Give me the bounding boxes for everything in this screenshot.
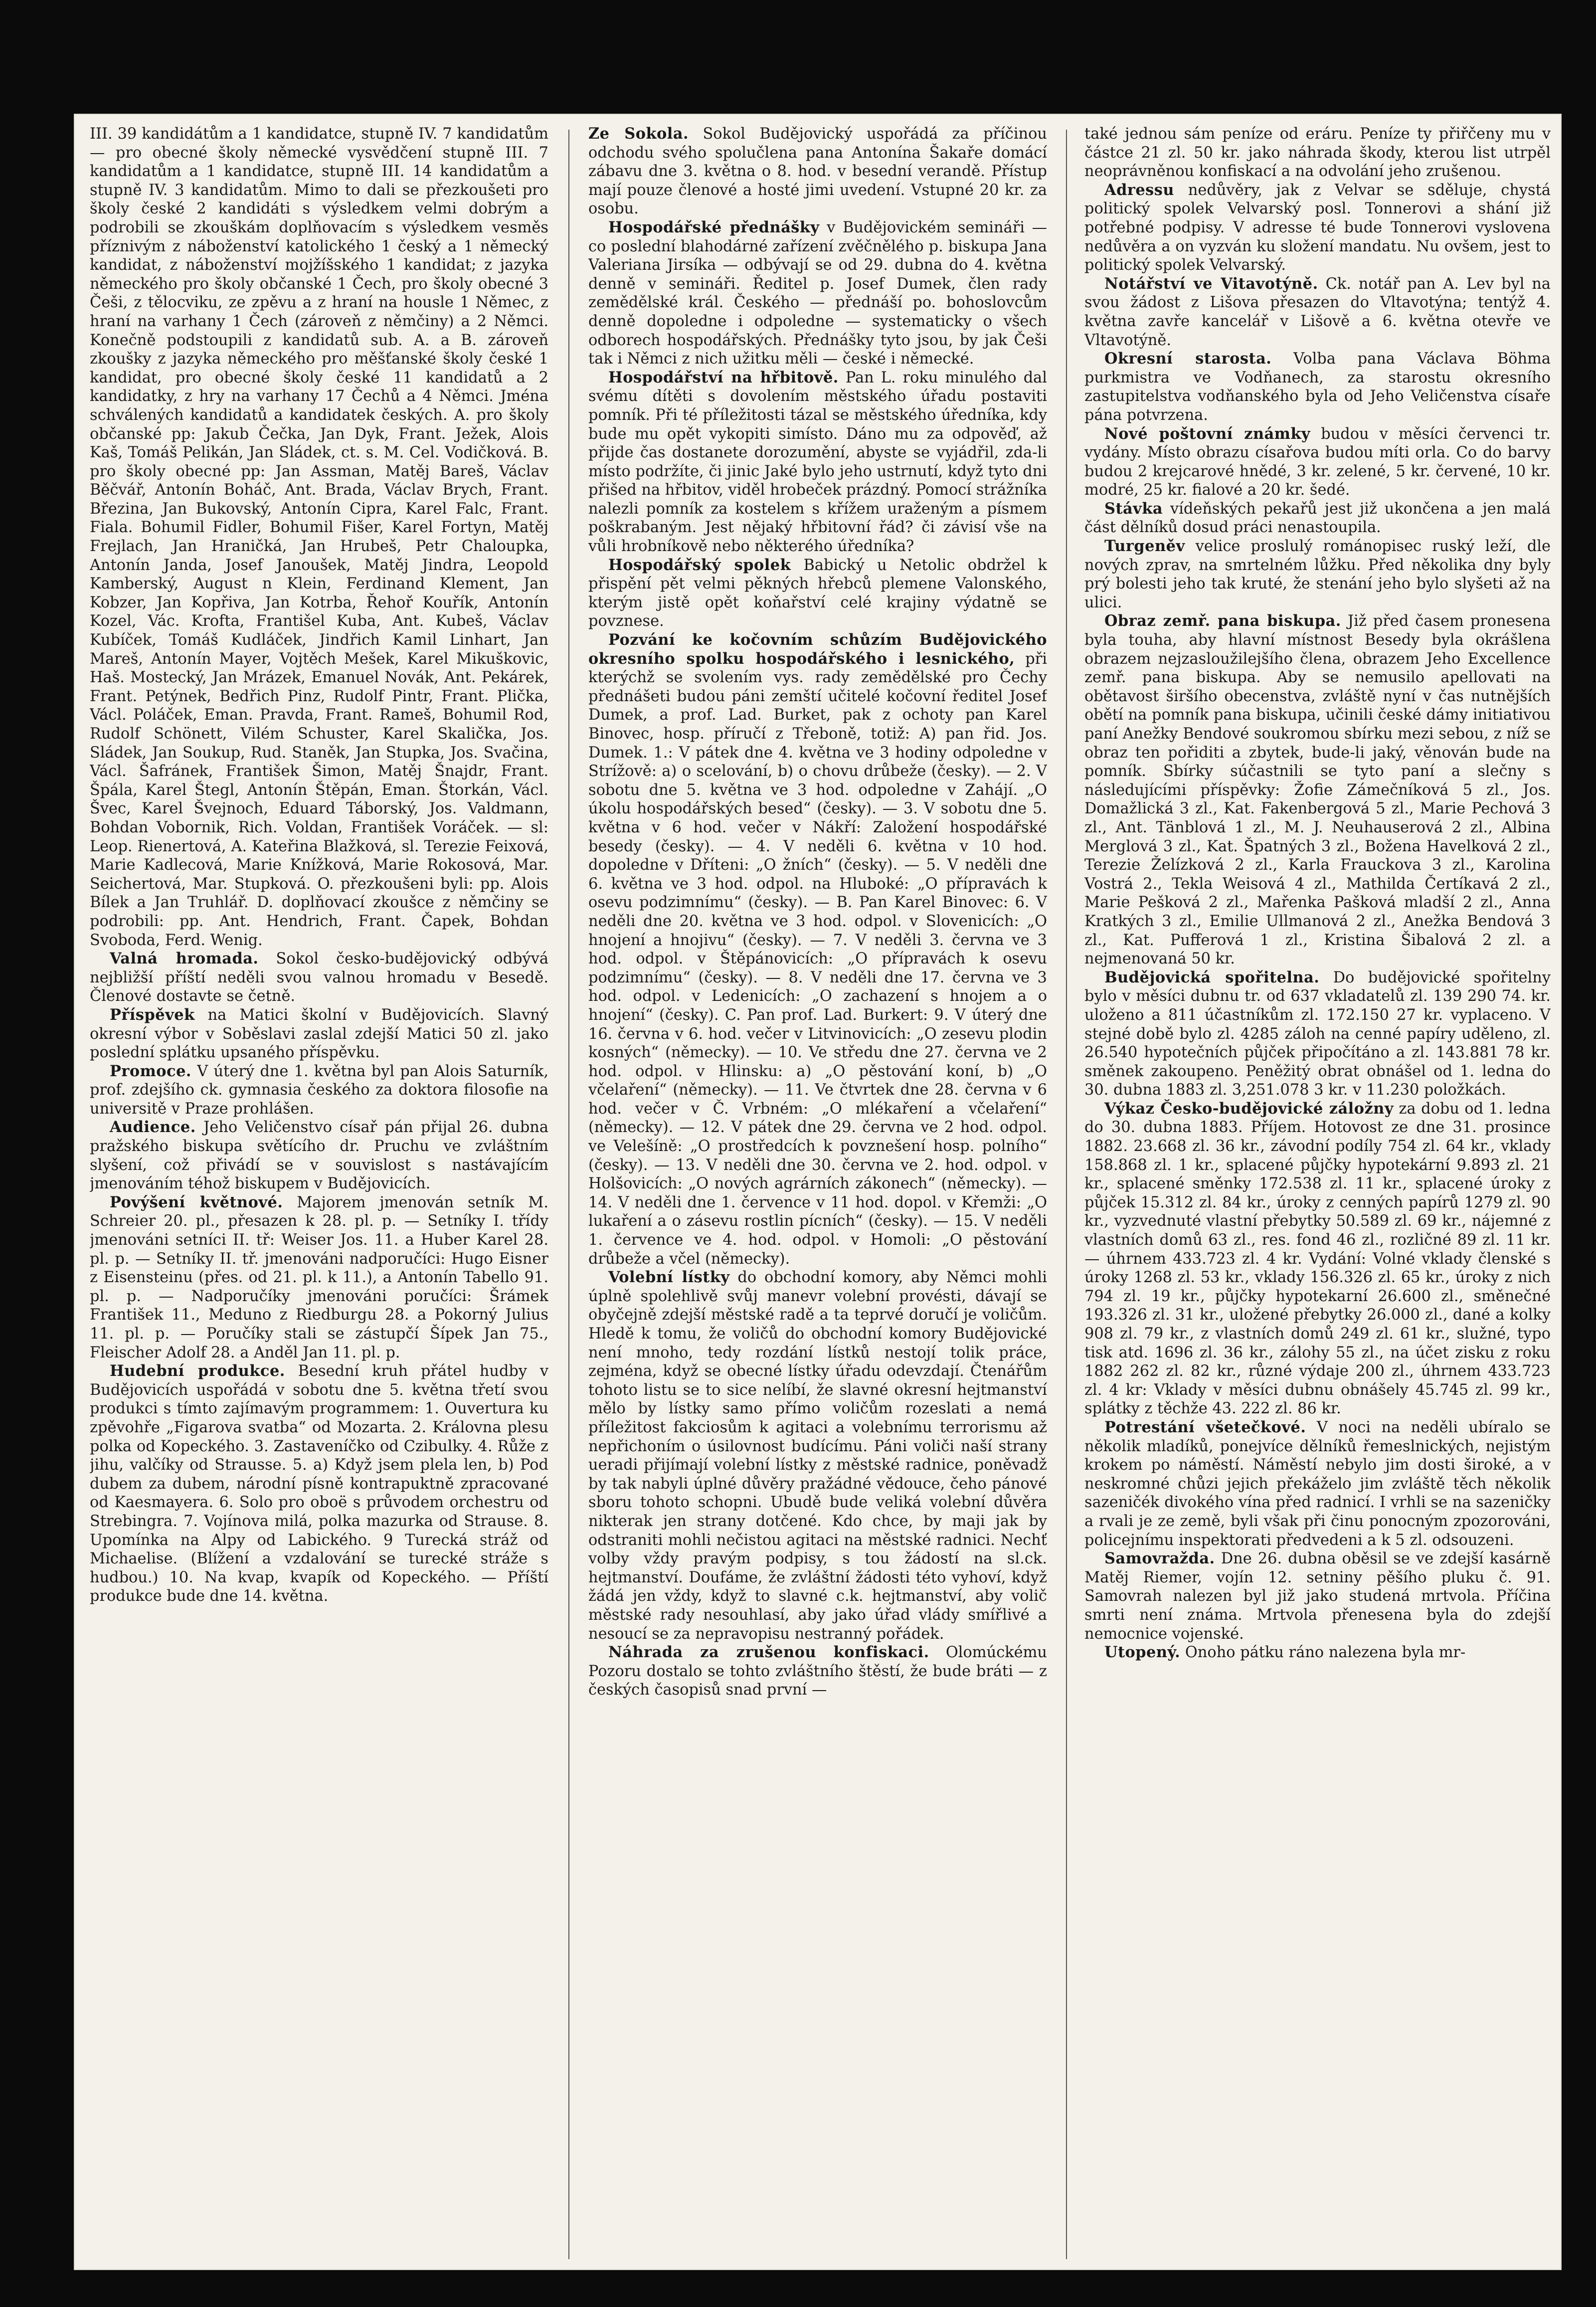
article-heading: Hudební produkce. <box>110 1362 285 1380</box>
article-text: Již před časem pronesena byla touha, aby hlavní místnost Besedy byla okrášlena obrazem nejzasloužilejšího člena, obrazem Jeho Excellence zemř. pana biskupa. Aby se nemusilo apellovati na obětavost širšího obecenstva, zvláště nyní v čas nutnějších obětí na pomník pana biskupa, učinili české dámy initiativou paní Anežky Bendové soukromou sbírku mezi sebou, z níž se obraz ten pořiditi a zbytek, bude-li jaký, věnován bude na pomník. Sbírky súčastnili se tyto paní a slečny s následujícími příspěvky: Žofie Zámečníková 5 zl., Jos. Domažlická 3 zl., Kat. Fakenbergová 5 zl., Marie Pechová 3 zl., Ant. Tänblová 1 zl., M. J. Neuhauserová 2 zl., Albina Merglová 3 zl., Kat. Špatných 3 zl., Božena Havelková 2 zl., Terezie Želízková 2 zl., Karla Frauckova 3 zl., Karolina Vostrá 2., Tekla Weisová 4 zl., Mathilda Čertíkavá 2 zl., Marie Pešková 2 zl., Mařenka Pašková mladší 2 zl., Anna Kratkých 3 zl., Emilie Ullmanová 2 zl., Anežka Bendová 3 zl., Kat. Pufferová 1 zl., Kristina Šibalová 2 zl. a nejmenovaná 50 kr. <box>1084 612 1551 968</box>
article-text: budou v měsíci červenci tr. vydány. Místo obrazu císařova budou míti orla. Co do barvy budou 2 krejcarové hnědé, 3 kr. zelené, 5 kr. červené, 10 kr. modré, 25 kr. fialové a 20 kr. šedé. <box>1084 425 1551 499</box>
article-paragraph <box>588 369 1047 556</box>
article-text: Sokol Budějovický uspořádá za příčinou odchodu svého spolučlena pana Antonína Šakaře domácí zábavu dne 3. května o 8. hod. v besední verandě. Přístup mají pouze členové a hosté jimi uvedení. Vstupné 20 kr. za osobu. <box>588 125 1047 218</box>
article-paragraph <box>1084 1100 1551 1418</box>
column-2 <box>588 125 1047 2264</box>
article-text: Olomúckému Pozoru dostalo se tohto zvláštního štěstí, že bude bráti — z českých časopisů snad první — <box>588 1644 1047 1699</box>
article-paragraph <box>90 1362 548 1606</box>
article-heading: Hospodářství na hřbitově. <box>608 368 839 386</box>
article-text: na Matici školní v Budějovicích. Slavný okresní výbor v Soběslavi zaslal zdejší Matici 50 zl. jako poslední splátku upsaného příspěvku. <box>90 1006 548 1062</box>
article-text: také jednou sám peníze od eráru. Peníze ty přiřčeny mu v částce 21 zl. 50 kr. jako náhrada škody, kterou list utrpěl neoprávněnou konfiskací a na odvolání jeho zrušenou. <box>1084 125 1551 181</box>
article-heading: Stávka <box>1104 499 1163 518</box>
article-heading: Nové poštovní známky <box>1104 424 1311 443</box>
article-heading: Obraz zemř. pana biskupa. <box>1104 612 1341 630</box>
article-heading: Hospodářské přednášky <box>608 218 820 236</box>
article-paragraph <box>1084 125 1551 181</box>
article-text: Dne 26. dubna oběsil se ve zdejší kasárně Matěj Riemer, vojín 12. setniny pěšího pluku č. 91. Samovrah nalezen byl již jako studená mrtvola. Příčina smrti není známa. Mrtvola přenesena byla do zdejší nemocnice vojenské. <box>1084 1550 1551 1643</box>
article-paragraph <box>588 125 1047 218</box>
article-text: vídeňských pekařů jest již ukončena a jen malá část dělníků dosud práci nenastoupila. <box>1084 500 1551 537</box>
article-heading: Příspěvek <box>110 1005 195 1024</box>
article-text: Ck. notář pan A. Lev byl na svou žádost z Lišova přesazen do Vltavotýna; tentýž 4. května zavře kancelář v Lišově a 6. května otevře ve Vltavotýně. <box>1084 275 1551 349</box>
article-heading: Hospodářský spolek <box>608 556 791 574</box>
article-paragraph <box>588 556 1047 631</box>
article-heading: Notářství ve Vitavotýně. <box>1104 274 1318 293</box>
article-paragraph <box>1084 500 1551 537</box>
article-text: Jeho Veličenstvo císař pán přijal 26. dubna pražského biskupa světícího dr. Pruchu ve zvláštním slyšení, což přivádí se v souvislost s nastávajícím jmenováním téhož biskupem v Budějovicích. <box>90 1119 548 1193</box>
article-paragraph <box>1084 537 1551 612</box>
article-paragraph <box>90 1193 548 1362</box>
article-heading: Promoce. <box>110 1062 191 1080</box>
newspaper-page <box>75 115 1561 2269</box>
article-text: V noci na neděli ubíralo se několik mladíků, ponejvíce dělníků řemeslnických, nejistým krokem po náměstí. Náměstí nebylo jim dosti široké, a v neskromné chůzi jejich překáželo jim zvláště těch několik sazeničék divokého vína před radnicí. I vrhli se na sazeničky a rvali je ze země, byli však při činu ponocným zpozorováni, policejnímu inspektorati předvedeni a k 5 zl. odsouzeni. <box>1084 1418 1551 1549</box>
article-heading: Náhrada za zrušenou konfiskaci. <box>608 1643 929 1662</box>
article-paragraph <box>90 1006 548 1062</box>
column-1 <box>90 125 548 2264</box>
article-paragraph <box>1084 181 1551 275</box>
article-text: Babický u Netolic obdržel k přispění pět velmi pěkných hřebců plemene Valonského, kterým jistě opět koňařství celé krajiny výdatně se povznese. <box>588 556 1047 630</box>
article-paragraph <box>90 950 548 1006</box>
article-heading: Povýšení květnové. <box>110 1193 283 1211</box>
article-heading: Turgeněv <box>1104 537 1185 556</box>
article-heading: Okresní starosta. <box>1104 350 1272 368</box>
article-paragraph <box>1084 1549 1551 1643</box>
article-text: Volba pana Václava Böhma purkmistra ve Vodňanech, za starostu okresního zastupitelstva vodňanského byla od Jeho Veličenstva císaře pána potvrzena. <box>1084 350 1551 424</box>
article-heading: Valná hromada. <box>110 950 259 968</box>
article-text: Pan L. roku minulého dal svému dítěti s dovolením městského úřadu postaviti pomník. Při té příležitosti tázal se městského úředníka, kdy bude mu opět vykopiti simísto. Dáno mu za odpověď, až přijde čas dostanete dorozumění, abyste se vyjádřil, zda-li místo podržíte, či jinic Jaké bylo jeho ustrnutí, když tyto dni přišed na hřbitov, viděl hrobeček prázdný. Pomocí strážníka nalezli pomník za kostelem s křížem uraženým a písmem poškrabaným. Jest nějaký hřbitovní řád? či závisí vše na vůli hrobníkově nebo některého úředníka? <box>588 369 1047 556</box>
article-text: velice proslulý románopisec ruský leží, dle nových zprav, na smrtelném lůžku. Před několika dny byly prý bolesti jeho tak kruté, že stenání jeho bylo slyšeti až na ulici. <box>1084 538 1551 611</box>
article-text: nedůvěry, jak z Velvar se sděluje, chystá politický spolek Velvarský posl. Tonnerovi a shání již potřebné podpisy. V adresse té bude Tonnerovi vyslovena nedůvěra a on vyzván ku složení mandatu. Nu ovšem, jest to politický spolek Velvarský. <box>1084 181 1551 274</box>
article-paragraph <box>1084 275 1551 350</box>
article-text: Do budějovické spořitelny bylo v měsíci dubnu tr. od 637 vkladatelů zl. 139 290 74. kr. uloženo a 811 účastníkům zl. 172.150 27 kr. vyplaceno. V stejné době bylo zl. 4285 záloh na cenné papíry uděleno, zl. 26.540 hypotečních půjček připočítáno a zl. 143.881 78 kr. směnek zakoupeno. Peněžitý obrat obnášel od 1. ledna do 30. dubna 1883 zl. 3,251.078 3 kr. v 11.230 položkách. <box>1084 968 1551 1099</box>
article-text: III. 39 kandidátům a 1 kandidatce, stupně IV. 7 kandidatům — pro obecné školy německé vysvědčení stupně III. 7 kandidatům a 1 kandidatce, stupně III. 14 kandidatům a stupně IV. 3 kandidatům. Mimo to dali se přezkoušeti pro školy české 2 kandidáti s výsledkem velmi dobrým a podrobili se zkouškám doplňovacím s výsledkem vesměs příznivým z náboženství katolického 1 český a 1 německý kandidat, z náboženství mojžíšského 1 kandidat; z jazyka německého pro školy občanské 1 Čech, pro školy obecné 3 Češi, z tělocviku, ze zpěvu a z hraní na housle 1 Němec, z hraní na varhany 1 Čech (zároveň z němčiny) a 2 Němci. Konečně podstoupili z kandidatů sub. A. a B. zároveň zkoušky z jazyka německého pro měšťanské školy české 1 kandidat, pro obecné školy české 11 kandidatů a 2 kandidatky, z hry na varhany 17 Čechů a 4 Němci. Jména schválených kandidatů a kandidatek českých. A. pro školy občanské pp: Jakub Čečka, Jan Dyk, Frant. Ježek, Alois Kaš, Tomáš Pelikán, Jan Sládek, ct. s. M. Cel. Vodičková. B. pro školy obecné pp: Jan Assman, Matěj Bareš, Václav Běčvář, Antonín Boháč, Ant. Brada, Václav Brych, Frant. Březina, Jan Bukovský, Antonín Cipra, Karel Falc, Frant. Fiala. Bohumil Fidler, Bohumil Fišer, Karel Fortyn, Matěj Frejlach, Jan Hraničká, Jan Hrubeš, Petr Chaloupka, Antonín Janda, Josef Janoušek, Matěj Jindra, Leopold Kamberský, August n Klein, Ferdinand Klement, Jan Kobzer, Jan Kopřiva, Jan Kotrba, Řehoř Kouřík, Antonín Kozel, Vác. Kroftа, Františel Kuba, Ant. Kubeš, Václav Kubíček, Tomáš Kudláček, Jindřich Kamil Linhart, Jan Mareš, Antonín Mayer, Vojtěch Mešek, Karel Mikuškovic, Haš. Mostecký, Jan Mrázek, Emanuel Novák, Ant. Pekárek, Frant. Petýnek, Bedřich Pinz, Rudolf Pintr, Frant. Plička, Václ. Poláček, Eman. Pravda, Frant. Rameš, Bohumil Rod, Rudolf Schönett, Vilém Schuster, Karel Skalička, Jos. Sládek, Jan Soukup, Rud. Staněk, Jan Stupka, Jos. Svačina, Václ. Šafránek, František Šimon, Matěj Šnajdr, Frant. Špála, Karel Štegl, Antonín Štěpán, Eman. Štorkán, Václ. Švec, Karel Švejnoch, Eduard Táborský, Jos. Valdmann, Bohdan Vobornik, Rich. Voldan, František Voráček. — sl: Leop. Rienertová, A. Kateřina Blažková, sl. Terezie Feixová, Marie Kadlecová, Marie Knížková, Marie Rokosová, Mar. Seichertová, Mar. Stupková. O. přezkoušeni byli: pp. Alois Bílek a Jan Truhlář. D. doplňovací zkoušce z němčiny se podrobili: pp. Ant. Hendrich, Frant. Čapek, Bohdan Svoboda, Ferd. Wenig. <box>90 125 548 949</box>
article-text: Sokol česko-budějovický odbývá nejbližší příští neděli svou valnou hromadu v Besedě. Členové dostavte se četně. <box>90 950 548 1005</box>
article-heading: Výkaz Česko-budějovické záložny <box>1104 1099 1394 1118</box>
column-3 <box>1084 125 1551 2264</box>
article-text: za dobu od 1. ledna do 30. dubna 1883. Příjem. Hotovost ze dne 31. prosince 1882. 23.668 zl. 36 kr., závodní podíly 754 zl. 64 kr., vklady 158.868 zl. 1 kr., splacené půjčky hypotekární 9.893 zl. 21 kr., splacené směnky 172.538 zl. 11 kr., splacené úroky z půjček 15.312 zl. 84 kr., úroky z cenných papírů 1279 zl. 90 kr., vyzvednuté vlastní přebytky 50.589 zl. 69 kr., nájemné z vlastních domů 63 zl., res. fond 46 zl., rozličné 89 zl. 11 kr. — úhrnem 433.723 zl. 4 kr. Vydání: Volné vklady členské s úroky 1268 zl. 53 kr., vklady 156.326 zl. 65 kr., úroky z nich 794 zl. 19 kr., půjčky hypotekarní 26.600 zl., směnečné 193.326 zl. 31 kr., uložené přebytky 26.000 zl., dané a kolky 908 zl. 79 kr., z vlastních domů 249 zl. 61 kr., služné, typo tisk atd. 1696 zl. 36 kr., zálohy 55 zl., na účet zisku z roku 1882 262 zl. 82 kr., různé výdaje 200 zl., úhrnem 433.723 zl. 4 kr: Vklady v měsíci dubnu obnášely 45.745 zl. 99 kr., splátky z těchže 43. 222 zl. 86 kr. <box>1084 1100 1551 1418</box>
article-heading: Ze Sokola. <box>588 125 689 143</box>
article-paragraph <box>1084 425 1551 500</box>
article-heading: Potrestání všetečkové. <box>1104 1418 1306 1436</box>
article-paragraph <box>1084 1418 1551 1549</box>
article-paragraph <box>90 1062 548 1119</box>
article-text: při kterýchž se svolením vys. rady zemědělské pro Čechy přednášeti budou páni zemští učitelé kočovní ředitel Josef Dumek, a prof. Lad. Burket, pak z ochoty pan Karel Binovec, hosp. příručí z Třeboně, totiž: A) pan řid. Jos. Dumek. 1.: V pátek dne 4. května ve 3 hodiny odpoledne v Strížově: a) o scelování, b) o chovu drůbeže (česky). — 2. V sobotu dne 5. května ve 3 hod. odpoledne v Zahájí. „O úkolu hospodářských besed“ (česky). — 3. V sobotu dne 5. května v 6 hod. večer v Nákří: Založení hospodářské besedy (česky). — 4. V neděli 6. května v 10 hod. dopoledne v Dříteni: „O žních“ (česky). — 5. V neděli dne 6. května ve 3 hod. odpol. na Hluboké: „O přípravách k osevu podzimnímu“ (česky). — B. Pan Karel Binovec: 6. V neděli dne 20. května ve 3 hod. odpol. v Slovenicích: „O hnojení a hnojivu“ (česky). — 7. V neděli 3. června ve 3 hod. odpol. v Štěpánovicích: „O přípravách k osevu podzimnímu“ (česky). — 8. V neděli dne 17. června ve 3 hod. odpol. v Ledenicích: „O zachazení s hnojem a o hnojení“ (česky). C. Pan prof. Lad. Burkert: 9. V úterý dne 16. června v 6. hod. večer v Litvinovicích: „O zesevu plodin kosných“ (německy). — 10. Ve středu dne 27. června ve 2 hod. odpol. v Hlinsku: a) „O pěstování koní, b) „O včelaření“ (německy). — 11. Ve čtvrtek dne 28. června v 6 hod. večer v Č. Vrbném: „O mlékaření a včelaření“ (německy). — 12. V pátek dne 29. června ve 2 hod. odpol. ve Velešíně: „O prostředcích k povznešení hosp. polního“ (česky). — 13. V neděli dne 30. června ve 2. hod. odpol. v Holšovicích: „O nových agrárních zákonech“ (německy). — 14. V neděli dne 1. července v 11 hod. dopol. v Křemži: „O lukaření a o zásevu rostlin pícních“ (česky). — 15. V neděli 1. července ve 4. hod. odpol. v Homoli: „O pěstování drůbeže a včel (německy). <box>588 650 1047 1268</box>
article-heading: Pozvání ke kočovním schůzím Budějovického okresního spolku hospodářského i lesnického, <box>588 631 1047 668</box>
article-heading: Budějovická spořitelna. <box>1104 968 1320 986</box>
article-paragraph <box>588 1643 1047 1700</box>
article-heading: Audience. <box>110 1118 196 1137</box>
article-heading: Adressu <box>1104 181 1174 199</box>
article-paragraph <box>588 631 1047 1268</box>
article-paragraph <box>90 1118 548 1193</box>
article-text: V úterý dne 1. května byl pan Alois Saturník, prof. zdejšího ck. gymnasia českého za doktora filosofie na universitě v Praze prohlášen. <box>90 1062 548 1118</box>
article-heading: Samovražda. <box>1104 1549 1215 1568</box>
article-paragraph <box>90 125 548 950</box>
article-text: do obchodní komory, aby Němci mohli úplně spolehlivě svůj manevr volební provésti, dávají se obyčejně zdejší městské radě a ta teprvé doručí je voličům. Hledě k tomu, že voličů do obchodní komory Budějovické není mnoho, tedy rozdání lístků nestojí tolik práce, zejména, když se obecné lístky úřadu odevzdají. Čtenářům tohoto listu se to sice nelíbí, že slavné okresní hejtmanství mělo by lístky samo přímo voličům rozeslati a nemá příležitost fakciosům k agitaci a volebnímu terrorismu až nepřichoním o úsilovnost budícímu. Páni voliči naší strany ueradi přijímají volební lístky z městské radnice, poněvadž by tak nabyli úplné důvěry pražádné vědouce, čeho pánové sboru tohoto schopni. Ubudě bude veliká volební důvěra nikterak jen strany dotčené. Kdo chce, by maji jak by odstraniti mohli nečistou agitaci na městské radnici. Nechť volby vždy pravým podpisy, s tou žádostí na sl.ck. hejtmanství. Doufáme, že zvláštní žádosti této vyhoví, když žádá jen vždy, když to slavné c.k. hejtmanství, aby volič městské rady nesouhlasí, aby jako úřad vlády smířlivé a nesoucí se za nepravopisu nestranný pořádek. <box>588 1269 1047 1643</box>
article-text: Onoho pátku ráno nalezena byla mr- <box>1185 1644 1466 1662</box>
article-paragraph <box>588 218 1047 369</box>
article-text: Majorem jmenován setník M. Schreier 20. pl., přesazen k 28. pl. p. — Setníky I. třídy jmenováni setníci II. tř: Weiser Jos. 11. a Huber Karel 28. pl. p. — Setníky II. tř. jmenováni nadporučíci: Hugo Eisner z Eisensteinu (přes. od 21. pl. k 11.), a Antonín Tabello 91. pl. p. — Nadporučíky jmenováni poručíci: Šrámek František 11., Meduno z Riedburgu 28. a Pokorný Julius 11. pl. p. — Poručíky stali se zástupčí Šípek Jan 75., Fleischer Adolf 28. a Anděl Jan 11. pl. p. <box>90 1193 548 1361</box>
article-paragraph <box>1084 1643 1551 1662</box>
article-paragraph <box>1084 350 1551 424</box>
column-divider-2 <box>1066 130 1067 2259</box>
article-text: v Budějovickém semináři — co poslední blahodárné zařízení zvěčnělého p. biskupa Jana Valeriana Jirsíka — odbývají se od 29. dubna do 4. května denně v semináři. Ředitel p. Josef Dumek, člen rady zemědělské král. Českého — přednáší po. bohoslovcům denně dopoledne i odpoledne — systematicky o všech odborech hospodářských. Přednášky tyto jsou, by jak Češi tak i Němci z nich užitku měli — české i německé. <box>588 218 1047 368</box>
column-divider-1 <box>568 130 569 2259</box>
article-heading: Volební lístky <box>608 1268 730 1287</box>
article-paragraph <box>1084 968 1551 1100</box>
article-text: Besední kruh přátel hudby v Budějovicích uspořádá v sobotu dne 5. května třetí svou produkci s tímto zajímavým programmem: 1. Ouvertura ku zpěvohře „Figarova svatba“ od Mozarta. 2. Královna plesu polka od Kopeckého. 3. Zastaveníčko od Czibulky. 4. Růže z jihu, valčíky od Strausse. 5. a) Když jsem plela len, b) Pod dubem za dubem, národní písně kontrapuktně zpracované od Kaesmayera. 6. Solo pro oboë s průvodem orchestru od Strebingra. 7. Vojínova milá, polka mazurka od Strause. 8. Upomínka na Alpy od Labického. 9 Turecká stráž od Michaelise. (Blížení a vzdalování se turecké stráže s hudbou.) 10. Na kvap, kvapík od Kopeckého. — Příští produkce bude dne 14. května. <box>90 1362 548 1605</box>
article-paragraph <box>588 1268 1047 1643</box>
article-paragraph <box>1084 612 1551 968</box>
article-heading: Utopený. <box>1104 1643 1181 1662</box>
